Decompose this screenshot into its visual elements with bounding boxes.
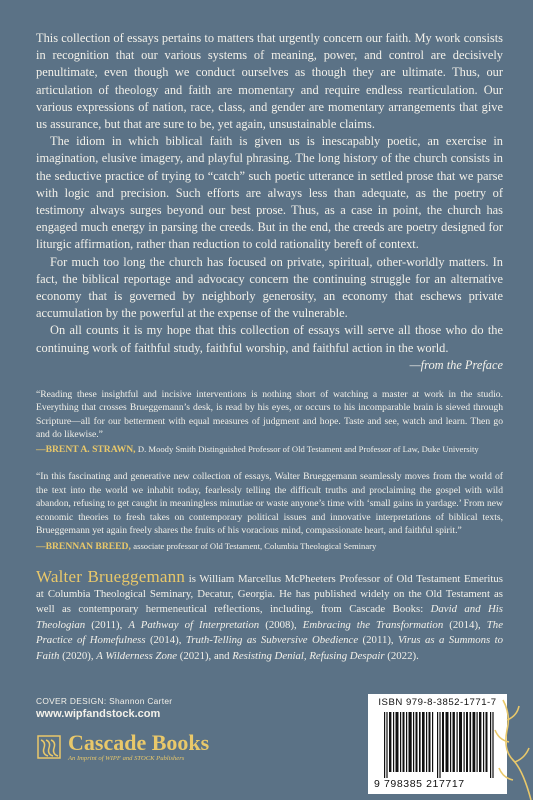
endorsement	[36, 470, 503, 552]
book-year: (2022).	[384, 649, 419, 662]
author-bio-text: is William Marcellus McPheeters Professor of Old Testament Emeritus at Columbia Theological Seminary, Decatur, Georgia. He has published widely on the Old Testament as well as contemporary hermeneutical reflections, including, from Cascade Books:	[36, 572, 503, 616]
endorser-role: D. Moody Smith Distinguished Professor of Old Testament and Professor of Law, Duke University	[137, 444, 479, 455]
waterfall-logo-icon	[36, 732, 62, 762]
book-title: A Pathway of Interpretation	[128, 618, 260, 631]
book-year: (2011),	[85, 618, 129, 631]
endorser-name: —BRENNAN BREED,	[36, 540, 131, 552]
preface-attribution: —from the Preface	[409, 357, 503, 372]
endorsement-source	[36, 443, 503, 456]
back-cover-content	[36, 30, 503, 664]
preface-paragraph: This collection of essays pertains to matters that urgently concern our faith. My work consists in recognition that our various systems of meaning, power, and control are decisively penultimate, even though we conduct ourselves as though they are ultimate. Thus, our articulation of theology and faith are momentary and require endless rearticulation. Our various expressions of nation, race, class, and gender are momentary arrangements that give us assurance, but that are sure to be, yet again, unsustainable claims.	[36, 31, 503, 132]
book-year: (2011),	[358, 634, 399, 647]
book-year: (2008),	[259, 618, 303, 631]
book-title: David and His Theologian	[36, 603, 503, 631]
book-title: Resisting Denial, Refusing Despair	[232, 649, 385, 662]
endorsement	[36, 388, 503, 457]
publisher-website: www.wipfandstock.com	[36, 708, 161, 720]
endorser-role: associate professor of Old Testament, Columbia Theological Seminary	[133, 540, 377, 551]
preface-paragraph: On all counts it is my hope that this collection of essays will serve all those who do the continuing work of faithful study, faithful worship, and faithful action in the world.	[36, 323, 503, 355]
book-year: (2014),	[443, 618, 487, 631]
decorative-vine-icon	[473, 670, 533, 800]
publisher-tagline: An Imprint of WIPF and STOCK Publishers	[68, 755, 185, 762]
publisher-block	[36, 696, 266, 762]
author-name: Walter Brueggemann	[36, 566, 186, 586]
preface-paragraph: For much too long the church has focused on private, spiritual, other-worldly matters. In fact, the biblical reportage and advocacy concern the continuing struggle for an alternative economy that is governed by neighborly generosity, an economy that eschews private accumulation by the powerful at the expense of the vulnerable.	[36, 254, 503, 321]
book-title: Truth-Telling as Subversive Obedience	[185, 634, 359, 647]
book-year: (2021), and	[177, 649, 233, 662]
preface-paragraph: The idiom in which biblical faith is given us is inescapably poetic, an exercise in imagination, elusive imagery, and playful phrasing. The long history of the church consists in the seductive practice of trying to “catch” such poetic utterance in settled prose that we parse with logic and precision. Such efforts are always less than adequate, as the poetry of testimony always surges beyond our best prose. Thus, as a case in point, the church has engaged much energy in parsing the creeds. But in the end, the creeds are poetry designed for liturgic affirmation, rather than reduction to cold rationality bereft of context.	[36, 134, 503, 252]
endorsement-source	[36, 540, 503, 553]
endorsement-text: “Reading these insightful and incisive interventions is nothing short of watching a master at work in the studio. Everything that crosses Brueggemann’s desk, is read by his eyes, or occurs to his incomparable brain is sieved through Scripture—all for our betterment with equal measures of judgment and hope. Taste and see, watch and learn. Then go and do likewise.”	[36, 388, 503, 441]
endorser-name: —BRENT A. STRAWN,	[36, 444, 136, 456]
isbn-number: ISBN 979-8-3852-1771-7	[378, 697, 497, 708]
preface-excerpt	[36, 30, 503, 374]
cover-design-credit: COVER DESIGN: Shannon Carter	[36, 696, 173, 706]
book-year: (2014),	[145, 634, 186, 647]
book-title: The Practice of Homefulness	[36, 618, 503, 647]
barcode-digits: 9 798385 217717	[374, 778, 465, 790]
endorsement-text: “In this fascinating and generative new collection of essays, Walter Brueggemann seamlessly moves from the world of the text into the world we inhabit today, fearlessly telling the difficult truths and proclaiming the gospel with wild abandon, refusing to get caught in meaningless minutiae or waste anyone’s time with ‘small gains in yardage.’ From new economic theories to fresh takes on contemporary political issues and innovative interpretations of biblical texts, Brueggemann yet again freely shares the fruits of his voracious mind, compassionate heart, and faithful spirit.”	[36, 471, 503, 537]
book-year: (2020),	[59, 649, 97, 662]
book-title: A Wilderness Zone	[96, 649, 178, 662]
publisher-name: Cascade Books	[68, 730, 210, 755]
book-title: Embracing the Transformation	[302, 618, 444, 631]
author-bio	[36, 566, 503, 664]
publisher-logo-lockup	[36, 732, 266, 762]
book-title: Virus as a Summons to Faith	[36, 634, 503, 662]
